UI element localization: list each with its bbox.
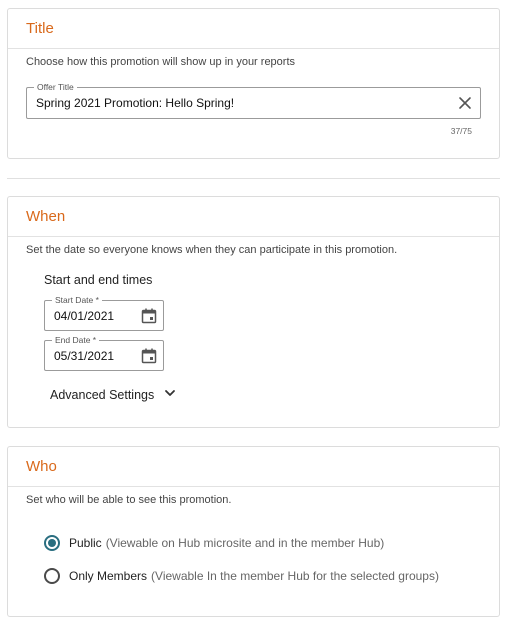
advanced-settings-toggle[interactable] <box>50 387 176 402</box>
who-heading: Who <box>26 458 57 475</box>
end-date-input[interactable]: 05/31/2021 <box>54 349 115 363</box>
advanced-settings-label: Advanced Settings <box>50 387 155 402</box>
who-card <box>7 446 500 617</box>
when-description: Set the date so everyone knows when they can participate in this promotion. <box>26 244 398 256</box>
offer-title-label: Offer Title <box>34 82 77 93</box>
offer-title-field[interactable] <box>26 82 481 119</box>
title-card-header <box>8 9 499 49</box>
radio-hint-only-members: (Viewable In the member Hub for the selected groups) <box>151 569 439 583</box>
start-date-input[interactable]: 04/01/2021 <box>54 309 115 323</box>
calendar-icon[interactable] <box>140 307 158 325</box>
section-divider <box>7 178 500 179</box>
when-heading: When <box>26 208 66 225</box>
when-card <box>7 196 500 428</box>
radio-label-only-members: Only Members <box>69 569 148 583</box>
start-date-label: Start Date * <box>52 295 102 306</box>
who-card-header <box>8 447 499 487</box>
when-card-header <box>8 197 499 237</box>
offer-title-input[interactable]: Spring 2021 Promotion: Hello Spring! <box>36 96 235 110</box>
radio-button-unselected[interactable] <box>44 568 60 584</box>
character-counter: 37/75 <box>450 126 472 136</box>
calendar-icon[interactable] <box>140 347 158 365</box>
radio-label-public: Public <box>69 536 102 550</box>
radio-option-public[interactable] <box>44 535 384 551</box>
title-description: Choose how this promotion will show up in your reports <box>26 56 296 68</box>
end-date-field[interactable] <box>44 335 164 371</box>
end-date-label: End Date * <box>52 335 99 346</box>
radio-hint-public: (Viewable on Hub microsite and in the member Hub) <box>105 536 385 550</box>
radio-button-selected[interactable] <box>44 535 60 551</box>
chevron-down-icon <box>164 387 176 402</box>
who-description: Set who will be able to see this promotion. <box>26 494 232 506</box>
close-icon[interactable] <box>456 94 474 112</box>
title-heading: Title <box>26 20 54 37</box>
radio-option-only-members[interactable] <box>44 568 439 584</box>
title-card <box>7 8 500 159</box>
start-end-times-heading: Start and end times <box>44 273 153 287</box>
start-date-field[interactable] <box>44 295 164 331</box>
